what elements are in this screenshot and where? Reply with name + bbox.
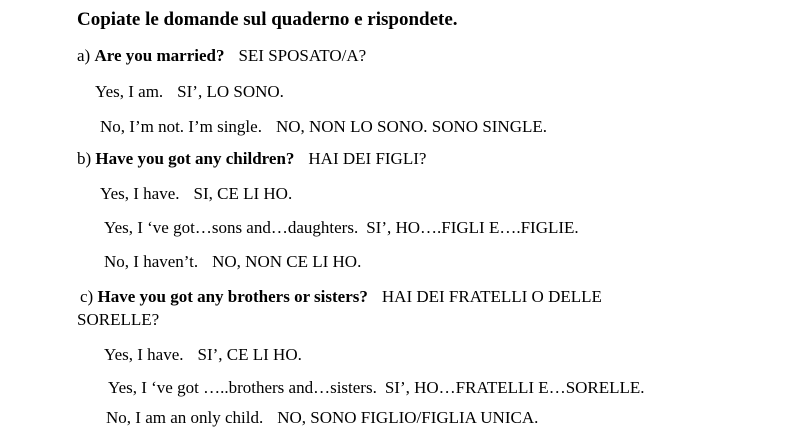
answer-english: Yes, I have.: [104, 345, 184, 364]
question-italian: SORELLE?: [77, 310, 160, 329]
answer-c-2: [108, 378, 645, 398]
question-a: [77, 46, 366, 66]
answer-english: No, I haven’t.: [104, 252, 199, 271]
answer-a-1: [95, 82, 284, 102]
question-italian: HAI DEI FIGLI?: [308, 149, 427, 168]
question-english: Have you got any brothers or sisters?: [97, 287, 368, 306]
answer-english: No, I am an only child.: [106, 408, 264, 427]
answer-italian: SI’, HO….FIGLI E….FIGLIE.: [366, 218, 579, 237]
answer-english: Yes, I have.: [100, 184, 180, 203]
answer-italian: NO, NON LO SONO. SONO SINGLE.: [275, 117, 548, 136]
question-marker: c): [80, 287, 94, 306]
answer-c-1: [104, 345, 302, 365]
question-marker: a): [77, 46, 91, 65]
answer-b-2: [104, 218, 579, 238]
question-c-continuation: [77, 310, 159, 330]
question-english: Have you got any children?: [95, 149, 295, 168]
answer-b-1: [100, 184, 292, 204]
answer-italian: SI’, LO SONO.: [177, 82, 284, 101]
answer-italian: NO, NON CE LI HO.: [212, 252, 362, 271]
answer-c-3: [106, 408, 538, 428]
question-italian: HAI DEI FRATELLI O DELLE: [381, 287, 602, 306]
answer-a-2: [100, 117, 547, 137]
answer-b-3: [104, 252, 361, 272]
question-marker: b): [77, 149, 92, 168]
page-title: Copiate le domande sul quaderno e rispondete.: [77, 9, 458, 30]
question-english: Are you married?: [94, 46, 225, 65]
answer-italian: SI’, CE LI HO.: [197, 345, 302, 364]
question-italian: SEI SPOSATO/A?: [238, 46, 367, 65]
answer-italian: SI, CE LI HO.: [193, 184, 293, 203]
question-c: [80, 287, 602, 307]
answer-italian: NO, SONO FIGLIO/FIGLIA UNICA.: [277, 408, 539, 427]
answer-english: Yes, I am.: [95, 82, 164, 101]
answer-english: Yes, I ‘ve got …..brothers and…sisters.: [108, 378, 377, 397]
answer-english: No, I’m not. I’m single.: [100, 117, 262, 136]
answer-english: Yes, I ‘ve got…sons and…daughters.: [104, 218, 359, 237]
question-b: [77, 149, 426, 169]
answer-italian: SI’, HO…FRATELLI E…SORELLE.: [384, 378, 645, 397]
